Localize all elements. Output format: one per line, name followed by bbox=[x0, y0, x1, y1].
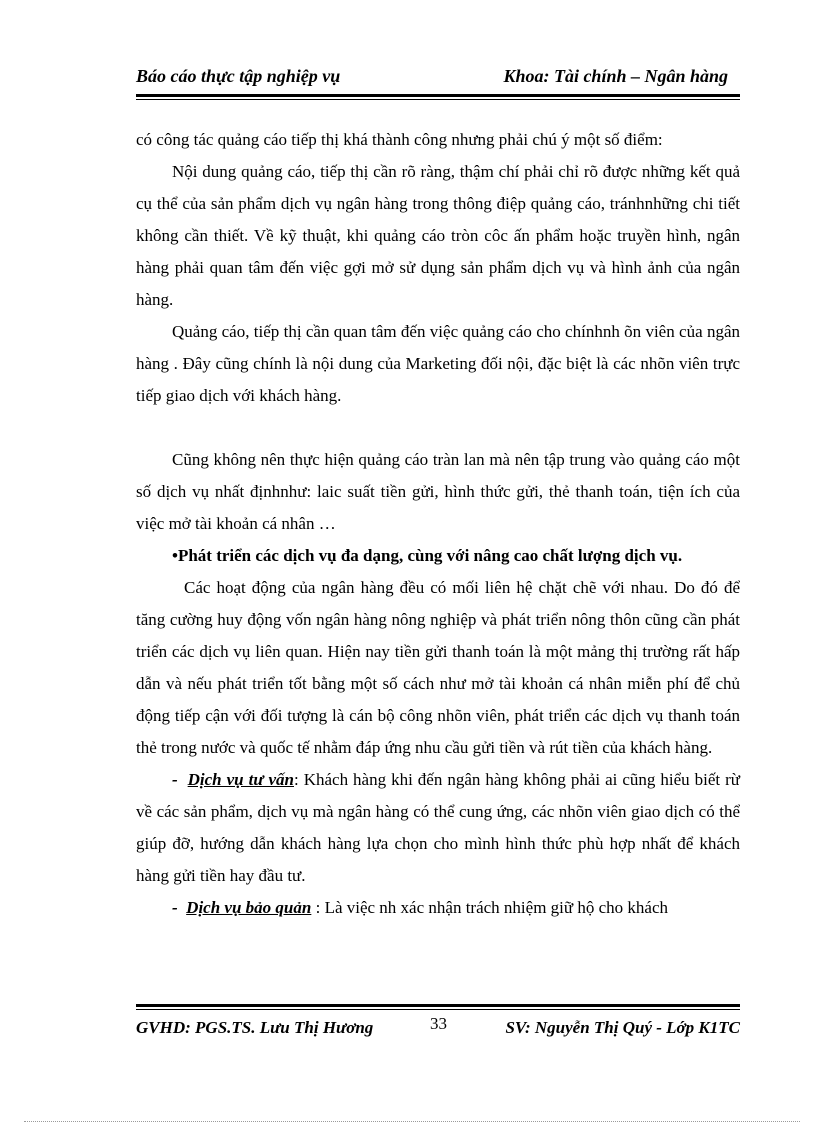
page-number: 33 bbox=[430, 1014, 447, 1033]
footer-student: SV: Nguyễn Thị Quý - Lớp K1TC bbox=[505, 1018, 740, 1037]
custody-service-paragraph bbox=[136, 892, 740, 924]
header-rule-thin bbox=[136, 99, 740, 100]
header-rule-thick bbox=[136, 94, 740, 97]
custody-service-term: Dịch vụ bảo quản bbox=[186, 898, 312, 917]
consulting-service-text: : Khách hàng khi đến ngân hàng không phải ai cũng hiểu biết rừ về các sản phẩm, dịch vụ mà ngân hàng có thể cung ứng, các nhõn viên giao dịch có thể giúp đỡ, hướng dẫn khách hàng lựa chọn cho mình hình thức phù hợp nhất để khách hàng gửi tiền hay đầu tư. bbox=[136, 770, 740, 885]
footer-advisor: GVHD: PGS.TS. Lưu Thị Hương bbox=[136, 1018, 374, 1037]
custody-service-text: : Là việc nh xác nhận trách nhiệm giữ hộ cho khách bbox=[311, 898, 668, 917]
footer-rule-thick bbox=[136, 1004, 740, 1007]
paragraph-3: Quảng cáo, tiếp thị cần quan tâm đến việc quảng cáo cho chínhnh õn viên của ngân hàng . Đây cũng chính là nội dung của Marketing đối nội, đặc biệt là các nhõn viên trực tiếp giao dịch với khách hàng. bbox=[136, 322, 740, 405]
page-header bbox=[136, 66, 740, 94]
page-footer bbox=[136, 1014, 740, 1044]
footer-rule-thin bbox=[136, 1009, 740, 1010]
header-faculty: Khoa: Tài chính – Ngân hàng bbox=[503, 66, 728, 86]
bullet-heading: •Phát triển các dịch vụ đa dạng, cùng với nâng cao chất lượng dịch vụ. bbox=[172, 546, 683, 565]
dash-marker: - bbox=[172, 770, 178, 789]
header-report-title: Báo cáo thực tập nghiệp vụ bbox=[136, 66, 341, 86]
paragraph-5: Các hoạt động của ngân hàng đều có mối liên hệ chặt chẽ với nhau. Do đó để tăng cường huy động vốn ngân hàng nông nghiệp và phát triển nông thôn cũng cần phát triển các dịch vụ liên quan. Hiện nay tiền gửi thanh toán là một mảng thị trường rất hấp dẫn và nếu phát triển tốt bằng một số cách như mở tài khoản cá nhân miễn phí để chủ động tiếp cận với đối tượng là cán bộ công nhõn viên, phát triển các dịch vụ thanh toán thẻ trong nước và quốc tế nhằm đáp ứng nhu cầu gửi tiền và rút tiền của khách hàng. bbox=[136, 578, 740, 757]
spacer bbox=[136, 412, 740, 444]
paragraph-2: Nội dung quảng cáo, tiếp thị cần rõ ràng, thậm chí phải chỉ rõ được những kết quả cụ thể của sản phẩm dịch vụ ngân hàng trong thông điệp quảng cáo, tránhnhững chi tiết không cần thiết. Về kỹ thuật, khi quảng cáo tròn côc ấn phẩm hoặc truyền hình, ngân hàng phải quan tâm đến việc gợi mở sử dụng sản phẩm dịch vụ và hình ảnh của ngân hàng. bbox=[136, 162, 740, 309]
paragraph-1: có công tác quảng cáo tiếp thị khá thành công nhưng phải chú ý một số điểm: bbox=[136, 130, 663, 149]
consulting-service-term: Dịch vụ tư vấn bbox=[187, 770, 294, 789]
dash-marker: - bbox=[172, 898, 178, 917]
paragraph-4: Cũng không nên thực hiện quảng cáo tràn lan mà nên tập trung vào quảng cáo một số dịch vụ nhất địnhnhư: laic suất tiền gửi, hình thức gửi, thẻ thanh toán, tiện ích của việc mở tài khoản cá nhân … bbox=[136, 450, 740, 533]
page-body bbox=[136, 124, 740, 924]
consulting-service-paragraph bbox=[136, 764, 740, 892]
page-bottom-dotted-line bbox=[24, 1121, 800, 1122]
